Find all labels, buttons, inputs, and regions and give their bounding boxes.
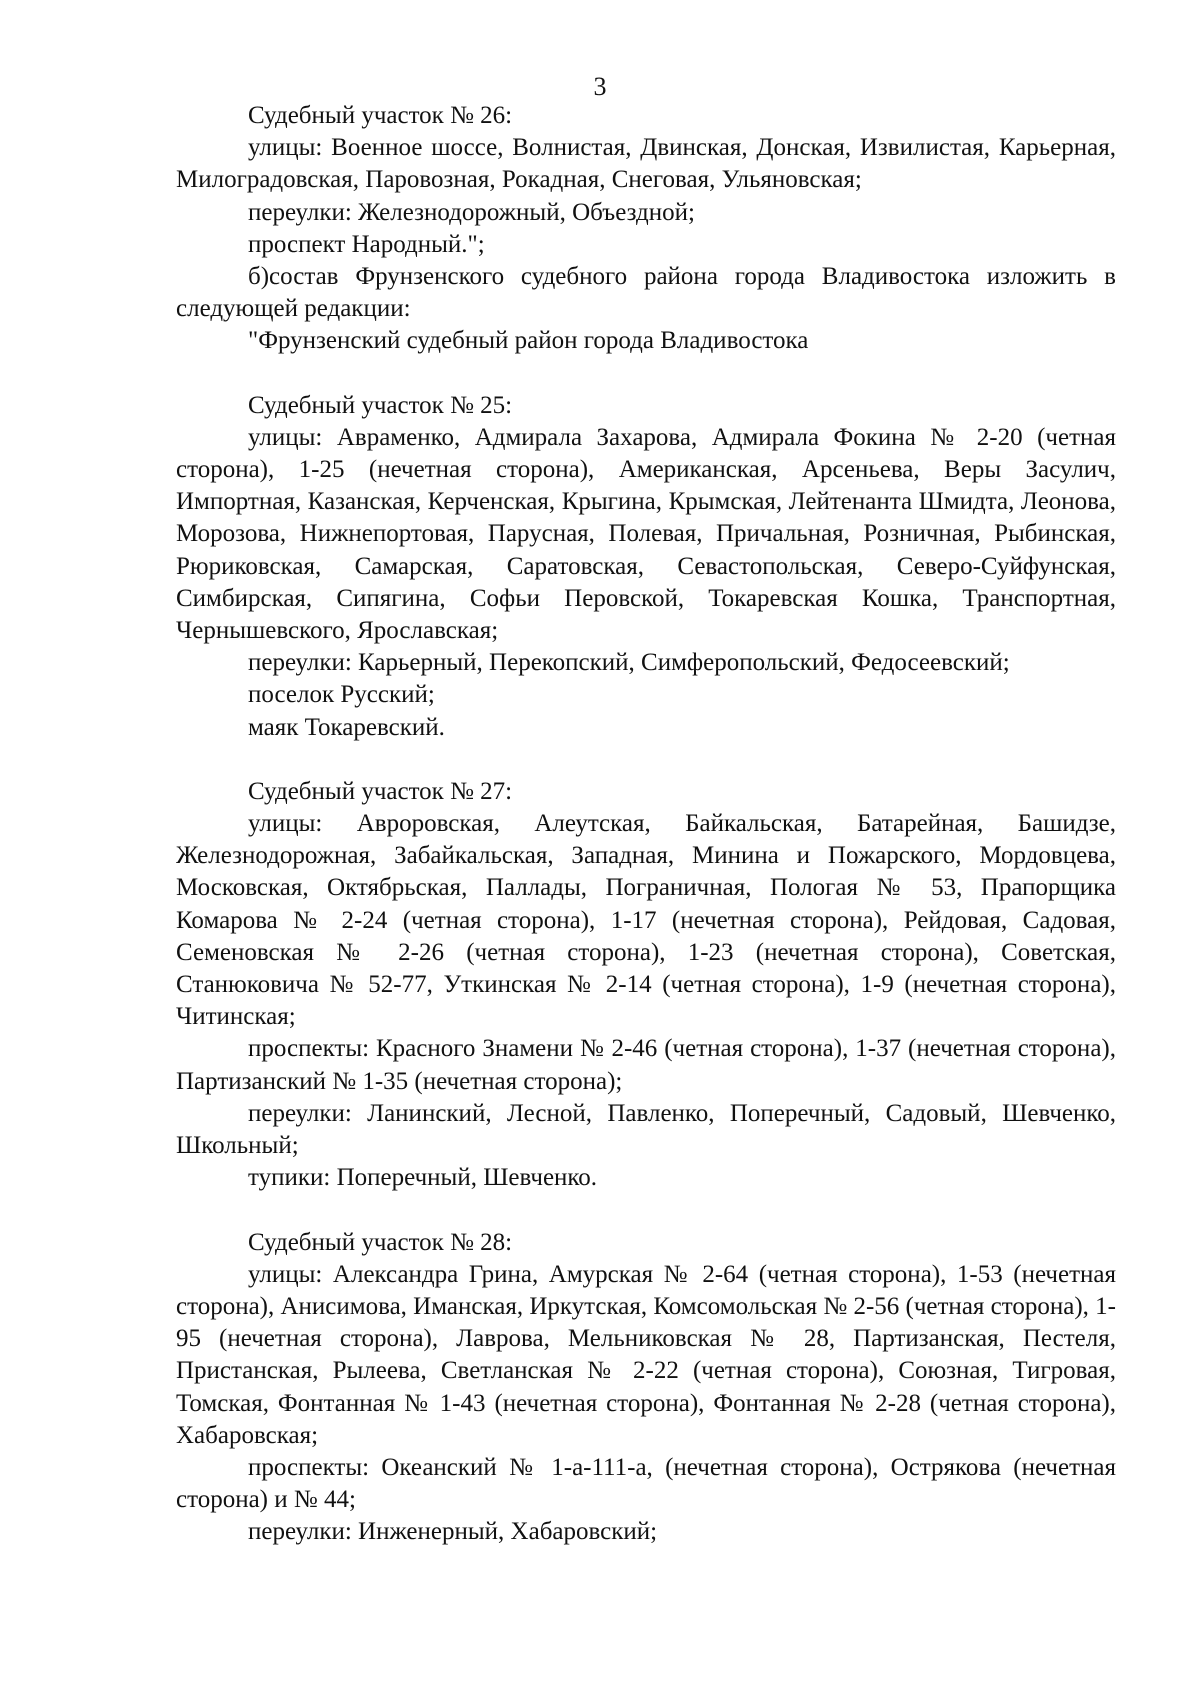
paragraph: "Фрунзенский судебный район города Владивостока bbox=[248, 327, 809, 355]
paragraph: переулки: Железнодорожный, Объездной; bbox=[248, 198, 695, 226]
paragraph: маяк Токаревский. bbox=[248, 713, 445, 741]
paragraph: переулки: Инженерный, Хабаровский; bbox=[248, 1518, 658, 1546]
paragraph: тупики: Поперечный, Шевченко. bbox=[248, 1164, 598, 1192]
document-body bbox=[176, 100, 1116, 1549]
paragraph: поселок Русский; bbox=[248, 681, 435, 709]
paragraph: проспект Народный."; bbox=[248, 230, 485, 258]
court-section-heading: Судебный участок № 26: bbox=[248, 102, 513, 129]
paragraph: б)состав Фрунзенского судебного района города Владивостока изложить в следующей редакции: bbox=[176, 263, 1116, 323]
paragraph: переулки: Карьерный, Перекопский, Симферопольский, Федосеевский; bbox=[248, 649, 1010, 677]
page-number: 3 bbox=[593, 72, 607, 101]
spacer bbox=[176, 744, 1116, 776]
paragraph: улицы: Александра Грина, Амурская № 2-64 (четная сторона), 1-53 (нечетная сторона), Анисимова, Иманская, Иркутская, Комсомольская № 2-56 (четная сторона), 1-95 (нечетная сторона), Лаврова, Мельниковская № 28, Партизанская, Пестеля, Пристанская, Рылеева, Светланская № 2-22 (четная сторона), Союзная, Тигровая, Томская, Фонтанная № 1-43 (нечетная сторона), Фонтанная № 2-28 (четная сторона), Хабаровская; bbox=[176, 1260, 1116, 1449]
paragraph: проспекты: Красного Знамени № 2-46 (четная сторона), 1-37 (нечетная сторона), Партизанский № 1-35 (нечетная сторона); bbox=[176, 1035, 1116, 1095]
paragraph: улицы: Военное шоссе, Волнистая, Двинская, Донская, Извилистая, Карьерная, Милоградовская, Паровозная, Рокадная, Снеговая, Ульяновская; bbox=[176, 134, 1116, 194]
court-section-heading: Судебный участок № 28: bbox=[248, 1228, 513, 1256]
paragraph: улицы: Авраменко, Адмирала Захарова, Адмирала Фокина № 2-20 (четная сторона), 1-25 (нечетная сторона), Американская, Арсеньева, Веры Засулич, Импортная, Казанская, Керченская, Крыгина, Крымская, Лейтенанта Шмидта, Леонова, Морозова, Нижнепортовая, Парусная, Полевая, Причальная, Розничная, Рыбинская, Рюриковская, Самарская, Саратовская, Севастопольская, Северо-Суйфунская, Симбирская, Сипягина, Софьи Перовской, Токаревская Кошка, Транспортная, Чернышевского, Ярославская; bbox=[176, 423, 1116, 645]
paragraph: переулки: Ланинский, Лесной, Павленко, Поперечный, Садовый, Шевченко, Школьный; bbox=[176, 1099, 1116, 1160]
paragraph: улицы: Авроровская, Алеутская, Байкальская, Батарейная, Башидзе, Железнодорожная, Забайкальская, Западная, Минина и Пожарского, Мордовцева, Московская, Октябрьская, Паллады, Пограничная, Пологая № 53, Прапорщика Комарова № 2-24 (четная сторона), 1-17 (нечетная сторона), Рейдовая, Садовая, Семеновская № 2-26 (четная сторона), 1-23 (нечетная сторона), Советская, Станюковича № 52-77, Уткинская № 2-14 (четная сторона), 1-9 (нечетная сторона), Читинская; bbox=[176, 810, 1116, 1031]
paragraph: проспекты: Океанский № 1-а-111-а, (нечетная сторона), Острякова (нечетная сторона) и № 44; bbox=[176, 1453, 1116, 1514]
spacer bbox=[176, 358, 1116, 390]
spacer bbox=[176, 1195, 1116, 1227]
court-section-heading: Судебный участок № 27: bbox=[248, 777, 513, 805]
court-section-heading: Судебный участок № 25: bbox=[248, 391, 513, 419]
